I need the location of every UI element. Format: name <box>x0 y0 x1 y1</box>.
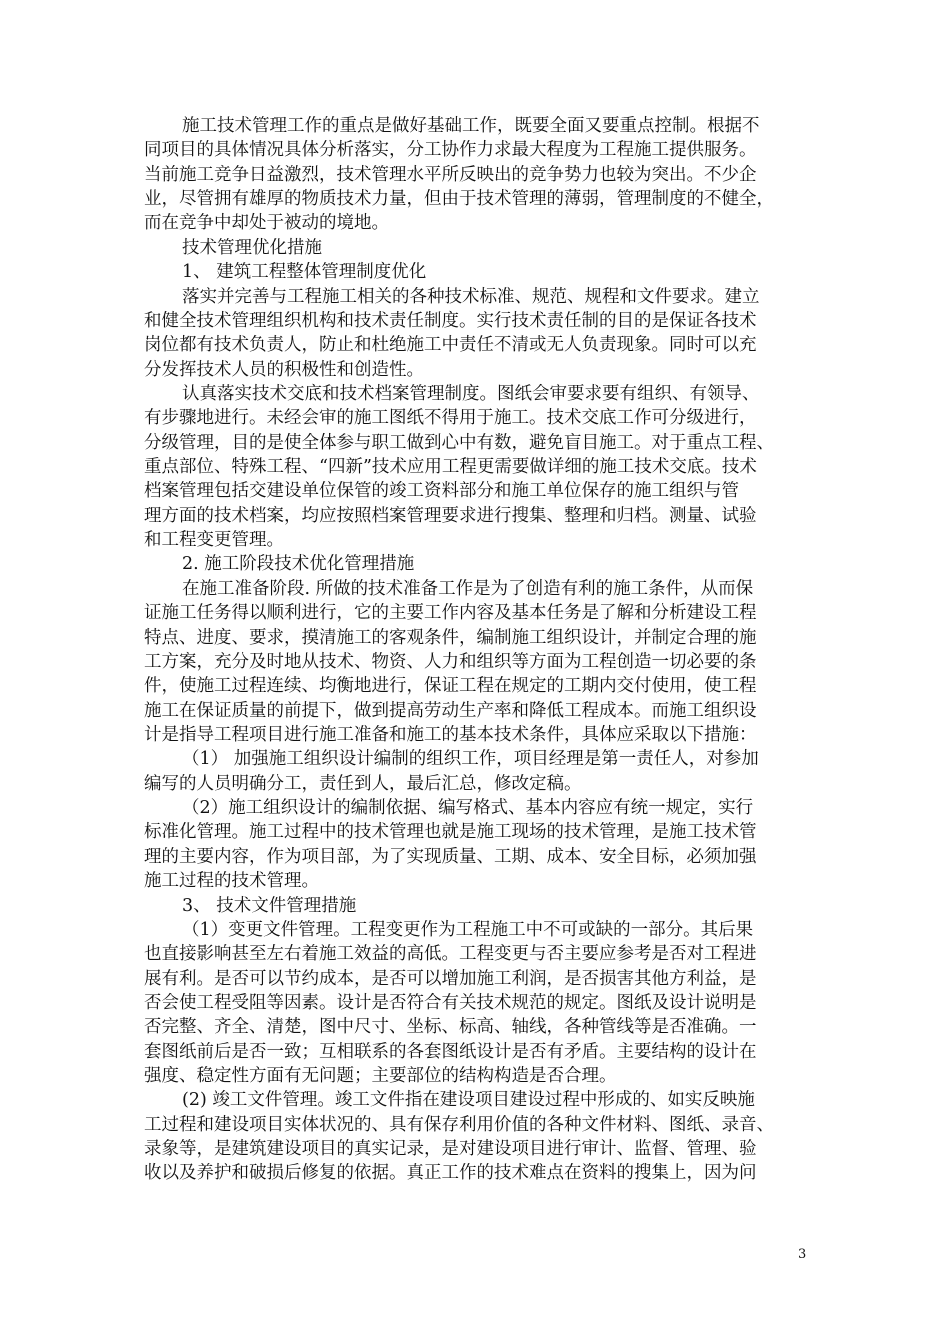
text-line: 标准化管理。施工过程中的技术管理也就是施工现场的技术管理，是施工技术管 <box>144 822 757 842</box>
text-line: 档案管理包括交建设单位保管的竣工资料部分和施工单位保存的施工组织与管 <box>144 481 739 501</box>
text-line: 技术管理优化措施 <box>182 238 322 258</box>
text-line: 施工技术管理工作的重点是做好基础工作，既要全面又要重点控制。根据不 <box>182 116 760 136</box>
text-line: 编写的人员明确分工，责任到人，最后汇总，修改定稿。 <box>144 774 582 794</box>
text-line: 工过程和建设项目实体状况的、具有保存利用价值的各种文件材料、图纸、录音、 <box>144 1115 774 1135</box>
text-line: 否会使工程受阻等因素。设计是否符合有关技术规范的规定。图纸及设计说明是 <box>144 993 757 1013</box>
text-line: 同项目的具体情况具体分析落实，分工协作力求最大程度为工程施工提供服务。 <box>144 140 757 160</box>
text-line: 在施工准备阶段. 所做的技术准备工作是为了创造有利的施工条件，从而保 <box>182 579 754 599</box>
text-line: （2）施工组织设计的编制依据、编写格式、基本内容应有统一规定，实行 <box>182 798 754 818</box>
text-line: 证施工任务得以顺利进行，它的主要工作内容及基本任务是了解和分析建设工程 <box>144 603 757 623</box>
text-line: 3、 技术文件管理措施 <box>182 896 357 916</box>
text-line: （1）变更文件管理。工程变更作为工程施工中不可或缺的一部分。其后果 <box>182 920 754 940</box>
text-line: 计是指导工程项目进行施工准备和施工的基本技术条件，具体应采取以下措施： <box>144 725 757 745</box>
text-line: 业，尽管拥有雄厚的物质技术力量，但由于技术管理的薄弱，管理制度的不健全， <box>144 189 774 209</box>
text-line: 落实并完善与工程施工相关的各种技术标准、规范、规程和文件要求。建立 <box>182 287 760 307</box>
text-line: 有步骤地进行。未经会审的施工图纸不得用于施工。技术交底工作可分级进行， <box>144 408 757 428</box>
text-line: 重点部位、特殊工程、“四新”技术应用工程更需要做详细的施工技术交底。技术 <box>144 457 757 477</box>
text-line: 而在竞争中却处于被动的境地。 <box>144 213 389 233</box>
text-line: 件，使施工过程连续、均衡地进行，保证工程在规定的工期内交付使用，使工程 <box>144 676 757 696</box>
text-line: 理的主要内容，作为项目部，为了实现质量、工期、成本、安全目标，必须加强 <box>144 847 757 867</box>
text-line: 也直接影响甚至左右着施工效益的高低。工程变更与否主要应参考是否对工程进 <box>144 944 757 964</box>
text-line: 认真落实技术交底和技术档案管理制度。图纸会审要求要有组织、有领导、 <box>182 384 760 404</box>
text-line: 特点、进度、要求，摸清施工的客观条件，编制施工组织设计，并制定合理的施 <box>144 628 757 648</box>
text-line: 分级管理，目的是使全体参与职工做到心中有数，避免盲目施工。对于重点工程、 <box>144 433 774 453</box>
text-line: 和健全技术管理组织机构和技术责任制度。实行技术责任制的目的是保证各技术 <box>144 311 757 331</box>
text-line: 收以及养护和破损后修复的依据。真正工作的技术难点在资料的搜集上，因为问 <box>144 1163 757 1183</box>
text-line: 强度、稳定性方面有无问题；主要部位的结构构造是否合理。 <box>144 1066 617 1086</box>
text-line: 2. 施工阶段技术优化管理措施 <box>182 554 415 574</box>
text-line: （1） 加强施工组织设计编制的组织工作，项目经理是第一责任人，对参加 <box>182 749 759 769</box>
text-line: 录象等，是建筑建设项目的真实记录，是对建设项目进行审计、监督、管理、验 <box>144 1139 757 1159</box>
page-number: 3 <box>798 1247 807 1262</box>
text-line: 分发挥技术人员的积极性和创造性。 <box>144 360 424 380</box>
text-line: (2) 竣工文件管理。竣工文件指在建设项目建设过程中形成的、如实反映施 <box>182 1090 755 1110</box>
text-line: 和工程变更管理。 <box>144 530 284 550</box>
text-line: 1、 建筑工程整体管理制度优化 <box>182 262 427 282</box>
text-line: 否完整、齐全、清楚，图中尺寸、坐标、标高、轴线，各种管线等是否准确。一 <box>144 1017 757 1037</box>
text-line: 岗位都有技术负责人，防止和杜绝施工中责任不清或无人负责现象。同时可以充 <box>144 335 757 355</box>
text-line: 展有利。是否可以节约成本，是否可以增加施工利润，是否损害其他方利益，是 <box>144 969 757 989</box>
text-line: 工方案，充分及时地从技术、物资、人力和组织等方面为工程创造一切必要的条 <box>144 652 757 672</box>
text-line: 施工在保证质量的前提下，做到提高劳动生产率和降低工程成本。而施工组织设 <box>144 701 757 721</box>
text-line: 施工过程的技术管理。 <box>144 871 319 891</box>
text-line: 当前施工竞争日益激烈，技术管理水平所反映出的竞争势力也较为突出。不少企 <box>144 165 757 185</box>
text-line: 套图纸前后是否一致；互相联系的各套图纸设计是否有矛盾。主要结构的设计在 <box>144 1042 757 1062</box>
text-line: 理方面的技术档案，均应按照档案管理要求进行搜集、整理和归档。测量、试验 <box>144 506 757 526</box>
